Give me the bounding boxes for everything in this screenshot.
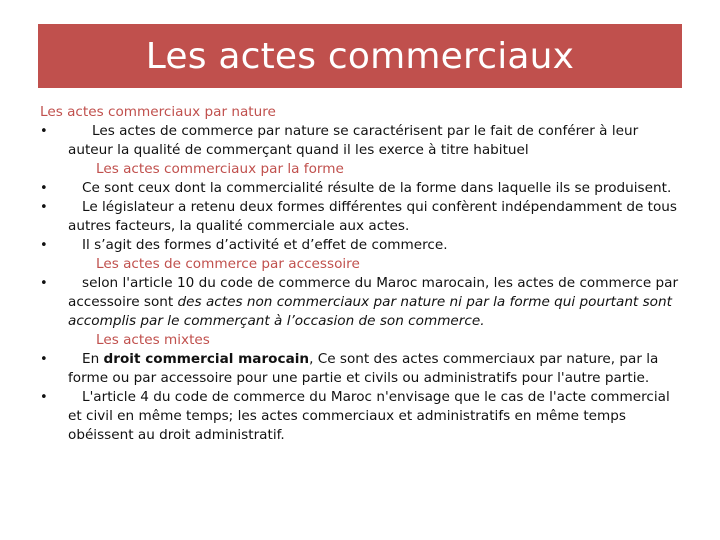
paragraph-bold-text: droit commercial marocain: [103, 351, 310, 367]
bullet-icon: •: [40, 276, 48, 291]
paragraph-text: Il s’agit des formes d’activité et d’effet de commerce.: [82, 237, 448, 253]
paragraph-text: Les actes de commerce par nature se caractérisent par le fait de conférer à leur auteur la qualité de commerçant quand il les exerce à titre habituel: [68, 123, 639, 158]
bullet-icon: •: [40, 390, 48, 405]
paragraph-text: selon l'article 10 du code de commerce du Maroc marocain, les actes de commerce par accessoire sont: [68, 275, 679, 310]
paragraph-text: , Ce sont des actes commerciaux par nature, par la forme ou par accessoire pour une partie et civils ou administratifs pour l'autre partie.: [68, 351, 659, 386]
bullet-icon: •: [40, 124, 48, 139]
bullet-icon: •: [40, 238, 48, 253]
slide-body: [40, 103, 680, 445]
heading-par-nature: Les actes commerciaux par nature: [40, 104, 276, 120]
list-item: [40, 198, 680, 236]
list-item: [40, 388, 680, 445]
list-item: [40, 236, 680, 255]
heading-actes-mixtes: Les actes mixtes: [96, 332, 210, 348]
heading-par-accessoire: Les actes de commerce par accessoire: [96, 256, 360, 272]
bullet-icon: •: [40, 181, 48, 196]
slide-title: Les actes commerciaux: [145, 35, 575, 77]
title-bar: [38, 24, 682, 88]
bullet-icon: •: [40, 200, 48, 215]
list-item: [40, 122, 680, 160]
list-item: [40, 179, 680, 198]
list-item: [40, 350, 680, 388]
paragraph-italic-text: des actes non commerciaux par nature ni par la forme qui pourtant sont accomplis par le commerçant à l’occasion de son commerce.: [68, 294, 672, 329]
heading-par-la-forme: Les actes commerciaux par la forme: [96, 161, 344, 177]
paragraph-text: Ce sont ceux dont la commercialité résulte de la forme dans laquelle ils se produisent.: [82, 180, 672, 196]
paragraph-text: L'article 4 du code de commerce du Maroc n'envisage que le cas de l'acte commercial et civil en même temps; les actes commerciaux et administratifs en même temps obéissent au droit administratif.: [68, 389, 670, 443]
list-item: [40, 274, 680, 331]
paragraph-text: En: [82, 351, 104, 367]
paragraph-text: Le législateur a retenu deux formes différentes qui confèrent indépendamment de tous autres facteurs, la qualité commerciale aux actes.: [68, 199, 677, 234]
bullet-icon: •: [40, 352, 48, 367]
